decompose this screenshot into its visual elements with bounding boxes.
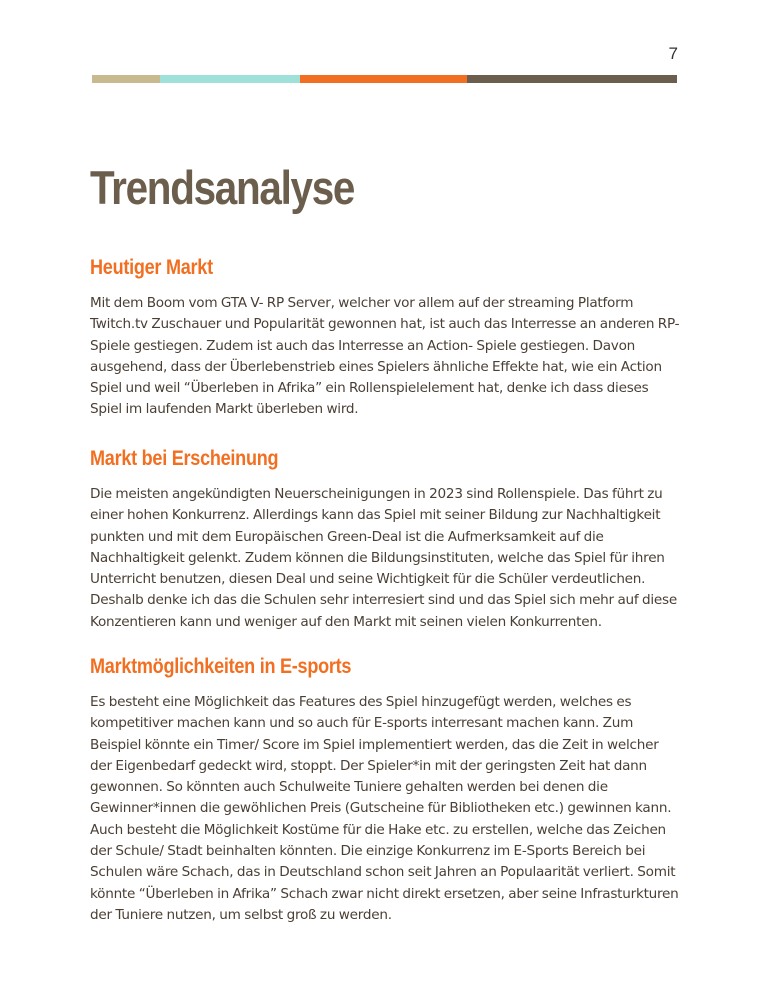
section-heutiger-markt — [90, 256, 682, 421]
page-title: Trendsanalyse — [90, 161, 355, 214]
section-marktmoeglichkeiten-esports — [90, 655, 682, 926]
section-body: Mit dem Boom vom GTA V- RP Server, welcher vor allem auf der streaming Platform Twitch.tv Zuschauer und Popularität gewonnen hat, ist auch das Interresse an anderen RP-Spiele gestiegen. Zudem ist auch das Interresse an Action- Spiele gestiegen. Davon ausgehend, dass der Überlebenstrieb eines Spielers ähnliche Effekte hat, wie ein Action Spiel und weil “Überleben in Afrika” ein Rollenspielelement hat, denke ich dass dieses Spiel im laufenden Markt überleben wird. — [90, 295, 680, 418]
color-bar-segment-4 — [467, 75, 677, 83]
section-body: Die meisten angekündigten Neuerscheinigungen in 2023 sind Rollenspiele. Das führt zu einer hohen Konkurrenz. Allerdings kann das Spiel mit seiner Bildung zur Nachhaltigkeit punkten und mit dem Europäischen Green-Deal ist die Aufmerksamkeit auf die Nachhaltigkeit gelenkt. Zudem können die Bildungsinstituten, welche das Spiel für ihren Unterricht benutzen, diesen Deal und seine Wichtigkeit für die Schüler verdeutlichen. Deshalb denke ich das die Schulen sehr interresiert sind und das Spiel sich mehr auf diese Konzentieren kann und weniger auf den Markt mit seinen vielen Konkurrenten. — [90, 486, 677, 630]
color-bar-segment-1 — [92, 75, 160, 83]
section-body: Es besteht eine Möglichkeit das Features des Spiel hinzugefügt werden, welches es kompetitiver machen kann und so auch für E-sports interresant machen kann. Zum Beispiel könnte ein Timer/ Score im Spiel implementiert werden, das die Zeit in welcher der Eigenbedarf gedeckt wird, stoppt. Der Spieler*in mit der geringsten Zeit hat dann gewonnen. So könnten auch Schulweite Tuniere gehalten werden bei denen die Gewinner*innen die gewöhlichen Preis (Gutscheine für Bibliotheken etc.) gewinnen kann. Auch besteht die Möglichkeit Kostüme für die Hake etc. zu erstellen, welche das Zeichen der Schule/ Stadt beinhalten könnten. Die einzige Konkurrenz im E-Sports Bereich bei Schulen wäre Schach, das in Deutschland schon seit Jahren an Populaarität verliert. Somit könnte “Überleben in Afrika” Schach zwar nicht direkt ersetzen, aber seine Infrasturkturen der Tuniere nutzen, um selbst groß zu werden. — [90, 694, 679, 923]
section-heading: Heutiger Markt — [90, 256, 213, 279]
section-heading: Marktmöglichkeiten in E-sports — [90, 655, 352, 678]
color-bar-segment-3 — [300, 75, 467, 83]
section-markt-bei-erscheinung — [90, 447, 682, 633]
color-bar-segment-2 — [160, 75, 300, 83]
page-number: 7 — [668, 44, 678, 63]
section-heading: Markt bei Erscheinung — [90, 447, 279, 470]
decorative-color-bar — [92, 75, 677, 83]
